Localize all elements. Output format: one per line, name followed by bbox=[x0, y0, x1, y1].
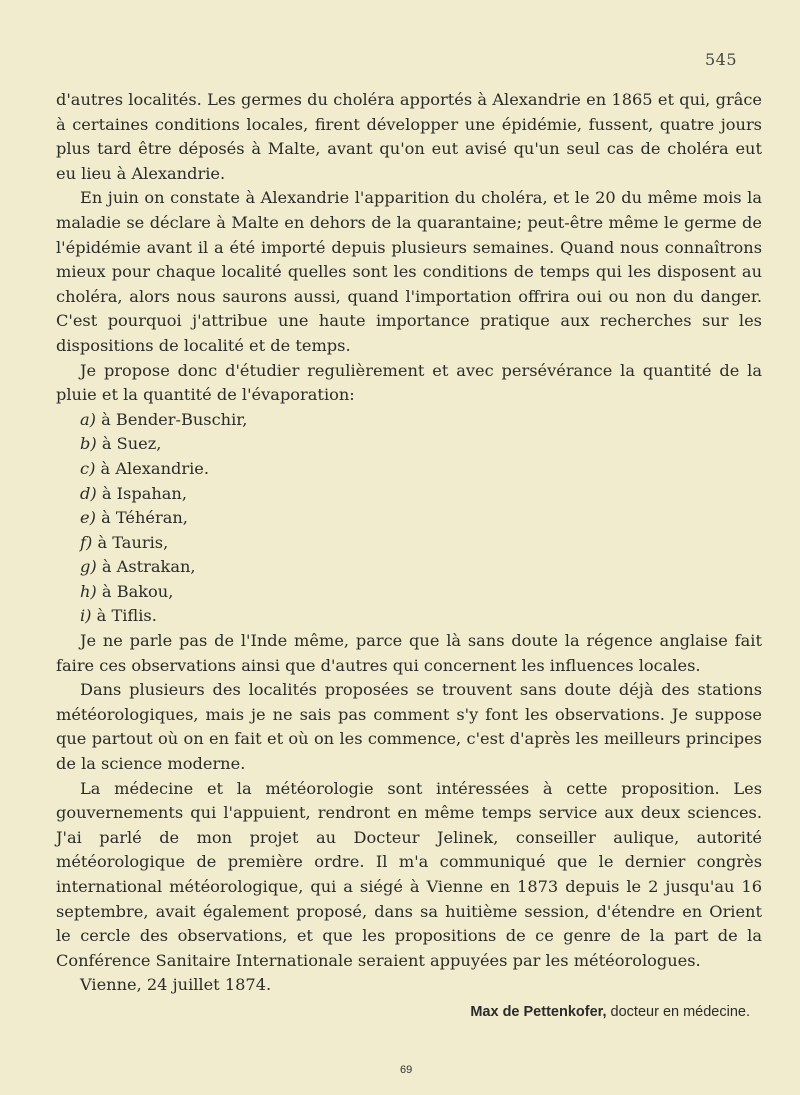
place-date: Vienne, 24 juillet 1874. bbox=[80, 975, 272, 995]
list-letter: c) bbox=[80, 458, 96, 478]
list-item bbox=[56, 432, 762, 457]
list-letter: g) bbox=[80, 557, 97, 577]
list-item bbox=[56, 555, 762, 580]
list-item bbox=[56, 531, 762, 556]
list-letter: f) bbox=[80, 532, 93, 552]
list-text: à Bender-Buschir, bbox=[101, 409, 248, 429]
paragraph: Je propose donc d'étudier regulièrement et avec persévérance la quantité de la pluie et la quantité de l'évaporation: bbox=[56, 360, 762, 405]
list-text: à Tauris, bbox=[97, 532, 169, 552]
paragraph: En juin on constate à Alexandrie l'apparition du choléra, et le 20 du même mois la maladie se déclare à Malte en dehors de la quarantaine; peut-être même le germe de l'épidémie avant il a été importé depuis plusieurs semaines. Quand nous connaîtrons mieux pour chaque localité quelles sont les conditions de temps qui les disposent au choléra, alors nous saurons aussi, quand l'importation offrira oui ou non du danger. C'est pourquoi j'attribue une haute importance pratique aux recherches sur les dispositions de localité et de temps. bbox=[56, 188, 762, 355]
paragraph: Dans plusieurs des localités proposées se trouvent sans doute déjà des stations météorologiques, mais je ne sais pas comment s'y font les observations. Je suppose que partout où on en fait et où on les commence, c'est d'après les meilleurs principes de la science moderne. bbox=[56, 680, 762, 774]
list-letter: h) bbox=[80, 581, 97, 601]
page-number: 545 bbox=[704, 50, 737, 69]
sheet-number: 69 bbox=[400, 1064, 413, 1076]
list-item bbox=[56, 604, 762, 629]
list-letter: b) bbox=[80, 434, 97, 454]
list-letter: e) bbox=[80, 508, 96, 528]
list-text: à Alexandrie. bbox=[100, 458, 209, 478]
list-letter: d) bbox=[80, 483, 97, 503]
list-letter: i) bbox=[80, 606, 92, 626]
list-text: à Suez, bbox=[101, 434, 162, 454]
signature-name: Max de Pettenkofer, bbox=[470, 1003, 607, 1020]
list-letter: a) bbox=[80, 409, 96, 429]
list-text: à Bakou, bbox=[101, 581, 174, 601]
list-text: à Ispahan, bbox=[101, 483, 188, 503]
station-list bbox=[56, 408, 762, 629]
list-item bbox=[56, 580, 762, 605]
paragraph-continuation: d'autres localités. Les germes du choléra apportés à Alexandrie en 1865 et qui, grâce à certaines conditions locales, firent développer une épidémie, fussent, quatre jours plus tard être déposés à Malte, avant qu'on eut avisé qu'un seul cas de choléra eut eu lieu à Alexandrie. bbox=[56, 90, 762, 183]
signature-title: docteur en médecine. bbox=[610, 1003, 750, 1020]
list-text: à Téhéran, bbox=[101, 508, 188, 528]
paragraph: Je ne parle pas de l'Inde même, parce que là sans doute la régence anglaise fait faire ces observations ainsi que d'autres qui concernent les influences locales. bbox=[56, 631, 762, 675]
list-item bbox=[56, 506, 762, 531]
signature bbox=[56, 1000, 762, 1025]
body-text bbox=[56, 88, 762, 1025]
paragraph: La médecine et la météorologie sont intéressées à cette proposition. Les gouvernements qui l'appuient, rendront en même temps service aux deux sciences. J'ai parlé de mon projet au Docteur Jelinek, conseiller aulique, autorité météorologique de première ordre. Il m'a communiqué que le dernier congrès international météorologique, qui a siégé à Vienne en 1873 depuis le 2 jusqu'au 16 septembre, avait également proposé, dans sa huitième session, d'étendre en Orient le cercle des observations, et que les propositions de ce genre de la part de la Conférence Sanitaire Internationale seraient appuyées par les météorologues. bbox=[56, 778, 762, 970]
list-item bbox=[56, 408, 762, 433]
list-text: à Astrakan, bbox=[101, 557, 196, 577]
list-item bbox=[56, 482, 762, 507]
list-text: à Tiflis. bbox=[96, 606, 157, 626]
list-item bbox=[56, 457, 762, 482]
